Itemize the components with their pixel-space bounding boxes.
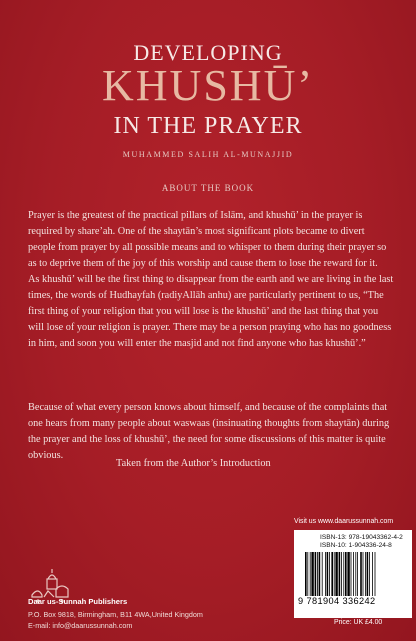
title-line-3: IN THE PRAYER: [113, 113, 303, 139]
barcode-bars: [304, 552, 402, 596]
barcode-bar: [341, 552, 342, 596]
publisher-name: Daar us-Sunnah Publishers: [28, 597, 128, 606]
barcode-number: 9 781904 336242: [298, 596, 376, 606]
paragraph-1: Prayer is the greatest of the practical pillars of Islām, and khushū’ in the prayer is required by share’ah. One of the shaytān’s most significant plots became to divert people from prayer by all possible means and to whisper to them during their prayer so as to deprive them of the joy of this worship and cause them to lose the reward for it.: [28, 210, 387, 269]
barcode-bar: [317, 552, 318, 596]
barcode-bar: [360, 552, 362, 596]
barcode-bar: [369, 552, 370, 596]
barcode-bar: [322, 552, 323, 596]
barcode-bar: [339, 552, 341, 596]
barcode-bar: [357, 552, 358, 596]
barcode-bar: [355, 552, 356, 596]
barcode-bar: [343, 552, 344, 596]
isbn-13: ISBN-13: 978-19043362-4-2: [320, 534, 403, 541]
paragraph-2: As khushū’ will be the first thing to disappear from the earth and we are living in the last times, the words of Hudhayfah (radiyAllāh anhu) are particularly pertinent to us, “The first thing of your religion that you will lose is the khushū’ and the last thing that you will lose of your religion is prayer. There may be a person praying who has no goodness in him, and soon you will enter the masjid and not find anyone who has khushū’.”: [28, 274, 394, 349]
barcode-bar: [347, 552, 349, 596]
website-text: Visit us www.daarussunnah.com: [294, 518, 394, 525]
barcode-bar: [375, 552, 376, 596]
barcode-bar: [353, 552, 354, 596]
barcode-bar: [331, 552, 333, 596]
barcode-bar: [307, 552, 308, 596]
barcode-bar: [334, 552, 335, 596]
barcode-bar: [329, 552, 330, 596]
attribution: Taken from the Author’s Introduction: [116, 458, 271, 469]
publisher-address: P.O. Box 9818, Birmingham, B11 4WA,United Kingdom: [28, 610, 203, 619]
barcode-bar: [367, 552, 369, 596]
barcode-bar: [372, 552, 373, 596]
barcode-bar: [351, 552, 352, 596]
barcode-bar: [310, 552, 311, 596]
section-heading: ABOUT THE BOOK: [161, 183, 255, 193]
barcode-bar: [335, 552, 337, 596]
title-line-2: KHUSHŪ’: [102, 61, 314, 110]
price-label: Price: UK £4.00: [334, 619, 383, 626]
paragraph-3: Because of what every person knows about himself, and because of the complaints that one hears from many people about waswaas (insinuating thoughts from shaytān) during the prayer and the loss of khushū’, the need for some discussions of this matter is quite obvious.: [28, 402, 390, 461]
barcode-panel: [294, 530, 412, 618]
barcode-bar: [319, 552, 321, 596]
author-name: MUHAMMED SALIH AL-MUNAJJID: [122, 150, 294, 159]
barcode-bar: [365, 552, 366, 596]
barcode-bar: [305, 552, 307, 596]
barcode-bar: [345, 552, 347, 596]
barcode-bar: [327, 552, 329, 596]
isbn-10: ISBN-10: 1-904336-24-8: [320, 542, 392, 549]
title-line-1: DEVELOPING: [133, 40, 283, 65]
barcode-bar: [315, 552, 317, 596]
barcode-bar: [311, 552, 313, 596]
publisher-email: E-mail: info@daarussunnah.com: [28, 621, 133, 630]
barcode-bar: [363, 552, 364, 596]
barcode-bar: [325, 552, 326, 596]
